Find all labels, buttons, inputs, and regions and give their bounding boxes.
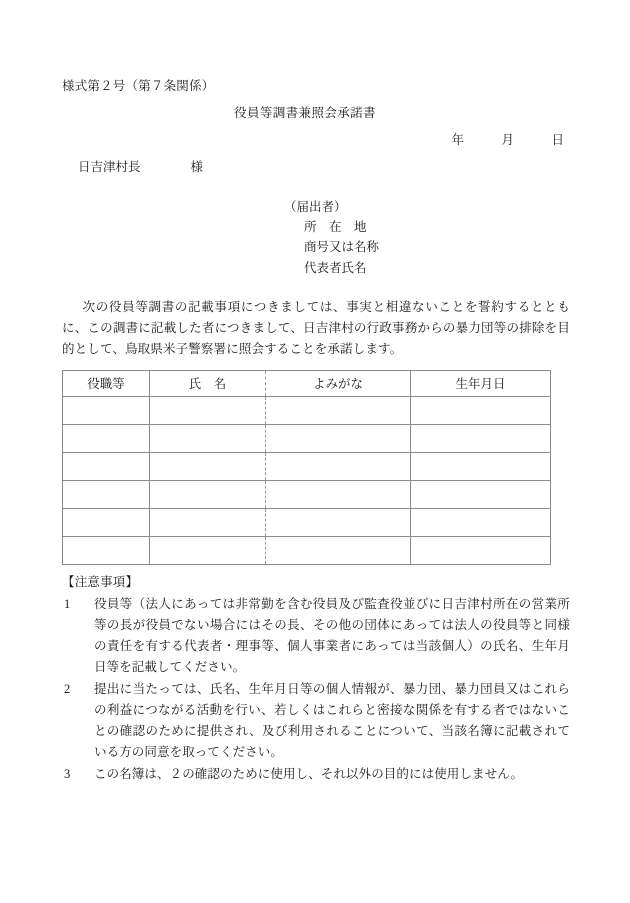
- notes-title: 【注意事項】: [62, 574, 139, 589]
- addressee-line: 日吉津村長 様: [78, 159, 204, 174]
- note-item: [62, 594, 570, 678]
- cell-birthdate[interactable]: [411, 452, 551, 480]
- cell-position[interactable]: [63, 508, 150, 536]
- cell-kana[interactable]: [266, 508, 411, 536]
- note-number: 1: [64, 596, 71, 611]
- cell-name[interactable]: [150, 508, 266, 536]
- notes-section: [62, 572, 570, 785]
- column-header-birthdate: 生年月日: [411, 370, 551, 396]
- table-row: [63, 452, 551, 480]
- body-paragraph-text: 次の役員等調書の記載事項につきましては、事実と相違ないことを誓約するとともに、この調書に記載した者につきまして、日吉津村の行政事務からの暴力団等の排除を目的として、鳥取県米子警察署に照会することを承諾します。: [62, 299, 570, 357]
- cell-birthdate[interactable]: [411, 480, 551, 508]
- cell-position[interactable]: [63, 424, 150, 452]
- submitter-company-name-label: 商号又は名称: [304, 240, 380, 255]
- cell-position[interactable]: [63, 452, 150, 480]
- form-number: 様式第２号（第７条関係）: [62, 79, 215, 93]
- cell-name[interactable]: [150, 452, 266, 480]
- cell-kana[interactable]: [266, 424, 411, 452]
- table-row: [63, 480, 551, 508]
- table-row: [63, 424, 551, 452]
- cell-name[interactable]: [150, 424, 266, 452]
- cell-kana[interactable]: [266, 536, 411, 564]
- note-text: 提出に当たっては、氏名、生年月日等の個人情報が、暴力団、暴力団員又はこれらの利益につながる活動を行い、若しくはこれらと密接な関係を有する者ではないことの確認のために提供され、及び利用されることについて、当該名簿に記載されている方の同意を取ってください。: [94, 681, 570, 759]
- table-header-row: [63, 370, 551, 396]
- cell-birthdate[interactable]: [411, 508, 551, 536]
- column-header-name: 氏 名: [150, 370, 266, 396]
- table-header: [63, 370, 551, 396]
- cell-position[interactable]: [63, 536, 150, 564]
- column-header-position: 役職等: [63, 370, 150, 396]
- note-text: この名簿は、２の確認のために使用し、それ以外の目的には使用しません。: [94, 766, 524, 781]
- note-number: 2: [64, 681, 71, 696]
- date-entry-line: 年 月 日: [451, 132, 564, 147]
- cell-kana[interactable]: [266, 396, 411, 424]
- cell-name[interactable]: [150, 536, 266, 564]
- table-body: [63, 396, 551, 564]
- note-number: 3: [64, 766, 71, 781]
- submitter-block: [62, 197, 570, 278]
- cell-birthdate[interactable]: [411, 536, 551, 564]
- note-item: [62, 679, 570, 763]
- body-paragraph: [62, 297, 570, 361]
- submitter-heading: （届出者）: [284, 199, 347, 214]
- cell-position[interactable]: [63, 480, 150, 508]
- note-text: 役員等（法人にあっては非常勤を含む役員及び監査役並びに日吉津村所在の営業所等の長が役員でない場合にはその長、その他の団体にあっては法人の役員等と同様の責任を有する代表者・理事等、個人事業者にあっては当該個人）の氏名、生年月日等を記載してください。: [94, 596, 570, 674]
- table-row: [63, 536, 551, 564]
- officers-roster-table: [62, 370, 551, 565]
- cell-kana[interactable]: [266, 452, 411, 480]
- cell-birthdate[interactable]: [411, 424, 551, 452]
- submitter-representative-name-label: 代表者氏名: [304, 260, 367, 275]
- column-header-kana: よみがな: [266, 370, 411, 396]
- cell-birthdate[interactable]: [411, 396, 551, 424]
- table-row: [63, 508, 551, 536]
- cell-kana[interactable]: [266, 480, 411, 508]
- cell-name[interactable]: [150, 480, 266, 508]
- document-title: 役員等調書兼照会承諾書: [234, 105, 376, 120]
- note-item: [62, 764, 570, 785]
- cell-name[interactable]: [150, 396, 266, 424]
- cell-position[interactable]: [63, 396, 150, 424]
- table-row: [63, 396, 551, 424]
- submitter-address-label: 所 在 地: [304, 220, 367, 235]
